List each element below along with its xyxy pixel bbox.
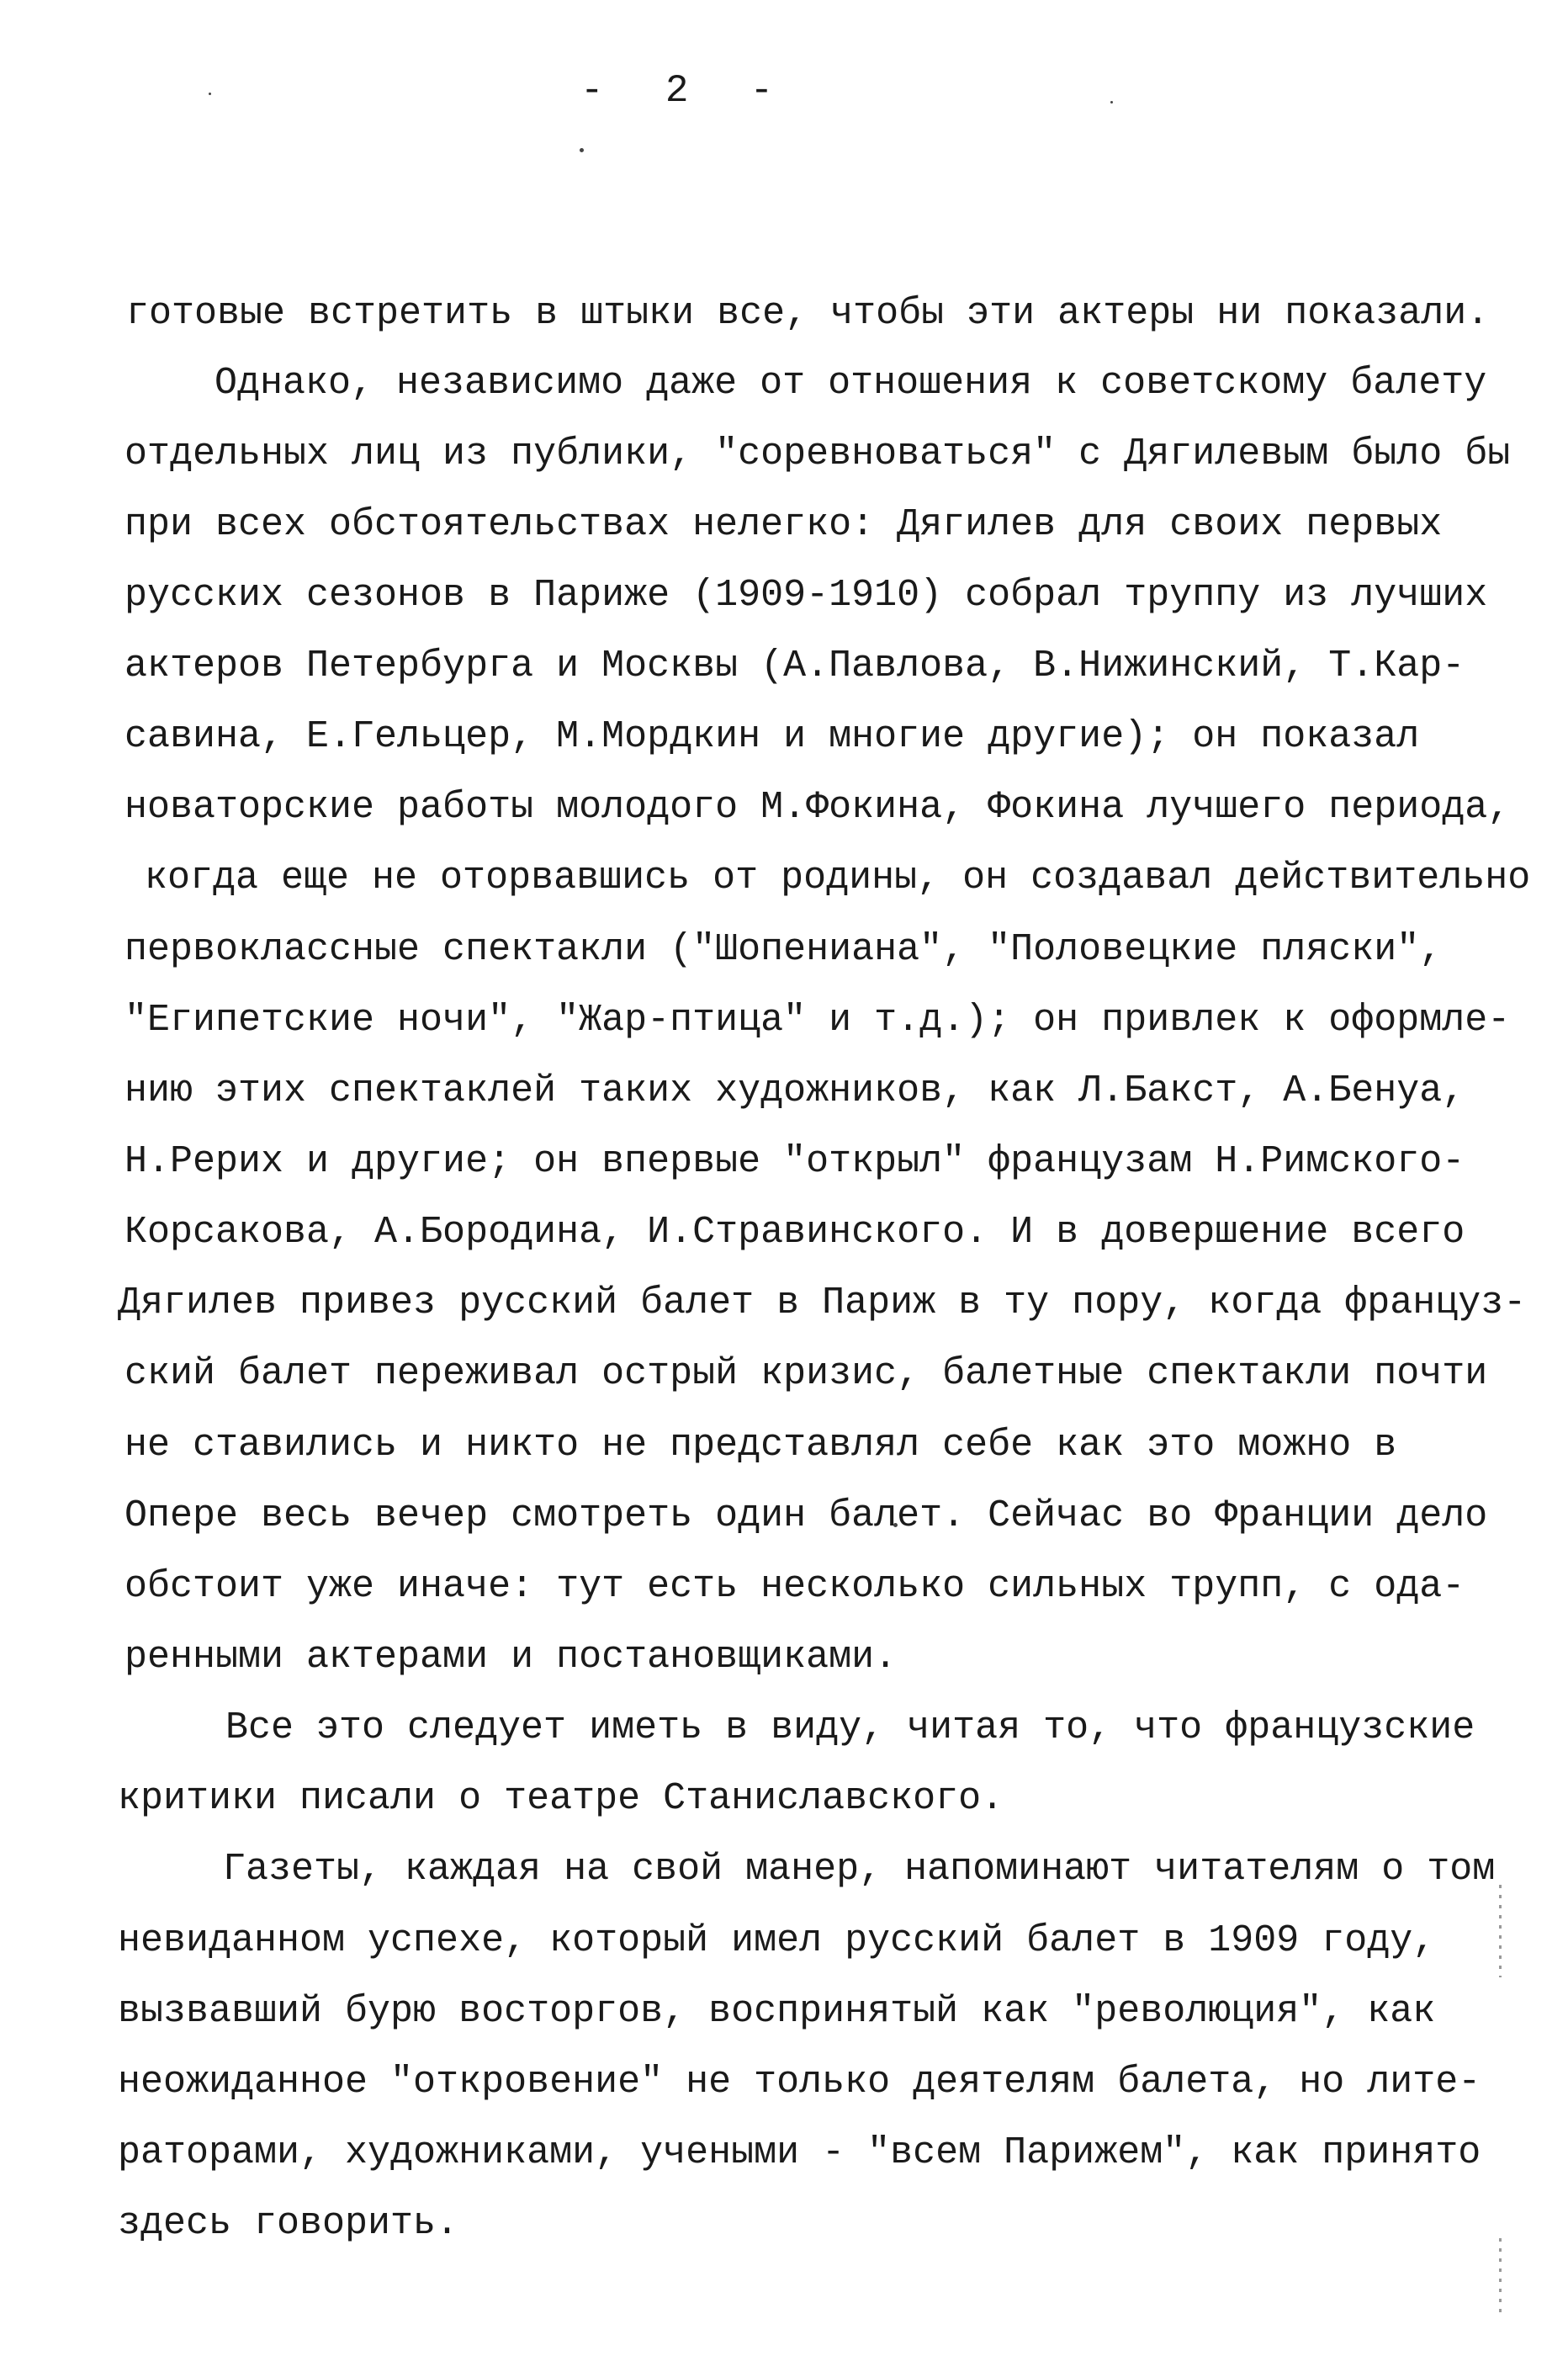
text-line: здесь говорить. xyxy=(118,2202,459,2245)
scan-speck xyxy=(1110,101,1113,103)
text-line: Газеты, каждая на свой манер, напоминают читателям о том xyxy=(223,1848,1496,1891)
text-line: вызвавший бурю восторгов, воспринятый как "революция", как xyxy=(118,1990,1436,2033)
page-number: - 2 - xyxy=(580,69,779,113)
text-line: Опере весь вечер смотреть один балет. Сейчас во Франции дело xyxy=(124,1494,1488,1537)
text-line: раторами, художниками, учеными - "всем Парижем", как принято xyxy=(118,2131,1481,2174)
scan-speck xyxy=(580,148,584,152)
scan-speck xyxy=(209,93,211,95)
text-line: "Египетские ночи", "Жар-птица" и т.д.); он привлек к оформле- xyxy=(124,999,1511,1042)
text-line: ский балет переживал острый кризис, балетные спектакли почти xyxy=(124,1352,1488,1395)
text-line: Однако, независимо даже от отношения к советскому балету xyxy=(215,362,1487,405)
text-line: нию этих спектаклей таких художников, как Л.Бакст, А.Бенуа, xyxy=(124,1069,1465,1112)
text-line: Все это следует иметь в виду, читая то, что французские xyxy=(225,1706,1475,1749)
scan-edge-mark xyxy=(1499,1885,1502,1977)
text-line: Дягилев привез русский балет в Париж в ту пору, когда француз- xyxy=(118,1281,1527,1324)
text-line: новаторские работы молодого М.Фокина, Фокина лучшего периода, xyxy=(124,786,1511,829)
text-line: критики писали о театре Станиславского. xyxy=(118,1777,1004,1820)
text-line: готовые встретить в штыки все, чтобы эти актеры ни показали. xyxy=(126,292,1490,335)
text-line: когда еще не оторвавшись от родины, он создавал действительно xyxy=(145,857,1531,899)
text-line: отдельных лиц из публики, "соревноваться" с Дягилевым было бы xyxy=(124,432,1511,475)
text-line: первоклассные спектакли ("Шопениана", "Половецкие пляски", xyxy=(124,928,1443,971)
text-line: неожиданное "откровение" не только деятелям балета, но лите- xyxy=(118,2061,1481,2104)
text-line: не ставились и никто не представлял себе как это можно в xyxy=(124,1424,1397,1467)
text-line: Н.Рерих и другие; он впервые "открыл" французам Н.Римского- xyxy=(124,1140,1465,1183)
scan-edge-mark xyxy=(1499,2238,1502,2314)
text-line: русских сезонов в Париже (1909-1910) собрал труппу из лучших xyxy=(124,574,1488,617)
text-line: обстоит уже иначе: тут есть несколько сильных трупп, с ода- xyxy=(124,1565,1465,1608)
text-line: ренными актерами и постановщиками. xyxy=(124,1636,898,1679)
text-line: невиданном успехе, который имел русский балет в 1909 году, xyxy=(118,1919,1436,1962)
text-line: Корсакова, А.Бородина, И.Стравинского. И в довершение всего xyxy=(124,1211,1465,1254)
text-line: при всех обстоятельствах нелегко: Дягилев для своих первых xyxy=(124,503,1443,546)
text-line: актеров Петербурга и Москвы (А.Павлова, В.Нижинский, Т.Кар- xyxy=(124,645,1465,687)
text-line: савина, Е.Гельцер, М.Мордкин и многие другие); он показал xyxy=(124,715,1420,758)
